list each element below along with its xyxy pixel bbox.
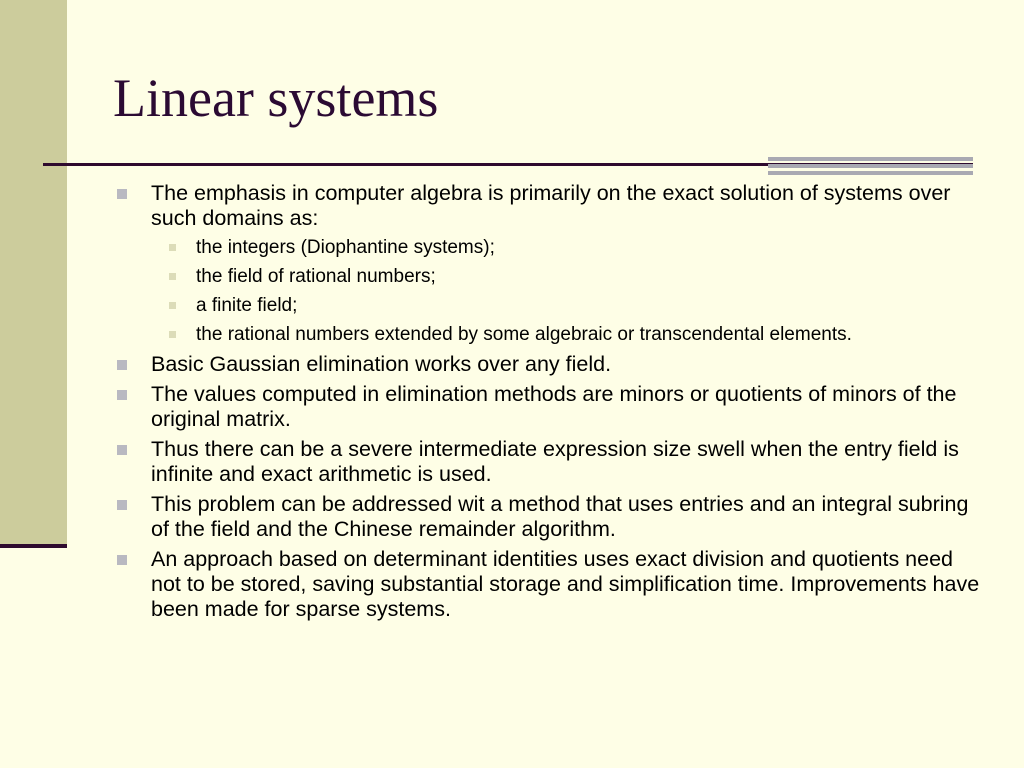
bullet-item bbox=[110, 382, 980, 432]
bullet-item bbox=[110, 492, 980, 542]
sub-bullet-item bbox=[110, 294, 980, 317]
sub-bullet-text: the field of rational numbers; bbox=[196, 266, 436, 287]
bullet-text: Thus there can be a severe intermediate expression size swell when the entry field is infinite and exact arithmetic is used. bbox=[151, 437, 959, 486]
sub-bullet-text: the integers (Diophantine systems); bbox=[196, 237, 495, 258]
square-bullet-icon bbox=[117, 360, 127, 370]
bullet-text: The emphasis in computer algebra is primarily on the exact solution of systems over such domains as: bbox=[151, 181, 951, 230]
title-accent-bar bbox=[768, 157, 973, 178]
bullet-item bbox=[110, 547, 980, 622]
square-bullet-icon bbox=[117, 555, 127, 565]
small-square-bullet-icon bbox=[169, 331, 176, 338]
sub-bullet-text: the rational numbers extended by some algebraic or transcendental elements. bbox=[196, 324, 852, 345]
sub-bullet-item bbox=[110, 323, 980, 346]
bullet-text: The values computed in elimination methods are minors or quotients of minors of the original matrix. bbox=[151, 382, 957, 431]
bullet-item bbox=[110, 181, 980, 231]
square-bullet-icon bbox=[117, 189, 127, 199]
square-bullet-icon bbox=[117, 390, 127, 400]
sub-bullet-item bbox=[110, 265, 980, 288]
small-square-bullet-icon bbox=[169, 302, 176, 309]
small-square-bullet-icon bbox=[169, 273, 176, 280]
small-square-bullet-icon bbox=[169, 244, 176, 251]
sub-bullet-item bbox=[110, 236, 980, 259]
bullet-text: An approach based on determinant identities uses exact division and quotients need not to be stored, saving substantial storage and simplification time. Improvements have been made for sparse systems. bbox=[151, 547, 980, 621]
sub-bullet-list bbox=[110, 236, 980, 346]
slide-title: Linear systems bbox=[113, 68, 439, 128]
bullet-item bbox=[110, 352, 980, 377]
slide-content bbox=[110, 181, 980, 627]
left-band-rule bbox=[0, 544, 67, 548]
sub-bullet-text: a finite field; bbox=[196, 295, 298, 316]
square-bullet-icon bbox=[117, 445, 127, 455]
bullet-text: Basic Gaussian elimination works over any field. bbox=[151, 352, 612, 376]
left-decorative-band bbox=[0, 0, 67, 545]
bullet-item bbox=[110, 437, 980, 487]
bullet-text: This problem can be addressed wit a method that uses entries and an integral subring of the field and the Chinese remainder algorithm. bbox=[151, 492, 969, 541]
square-bullet-icon bbox=[117, 500, 127, 510]
